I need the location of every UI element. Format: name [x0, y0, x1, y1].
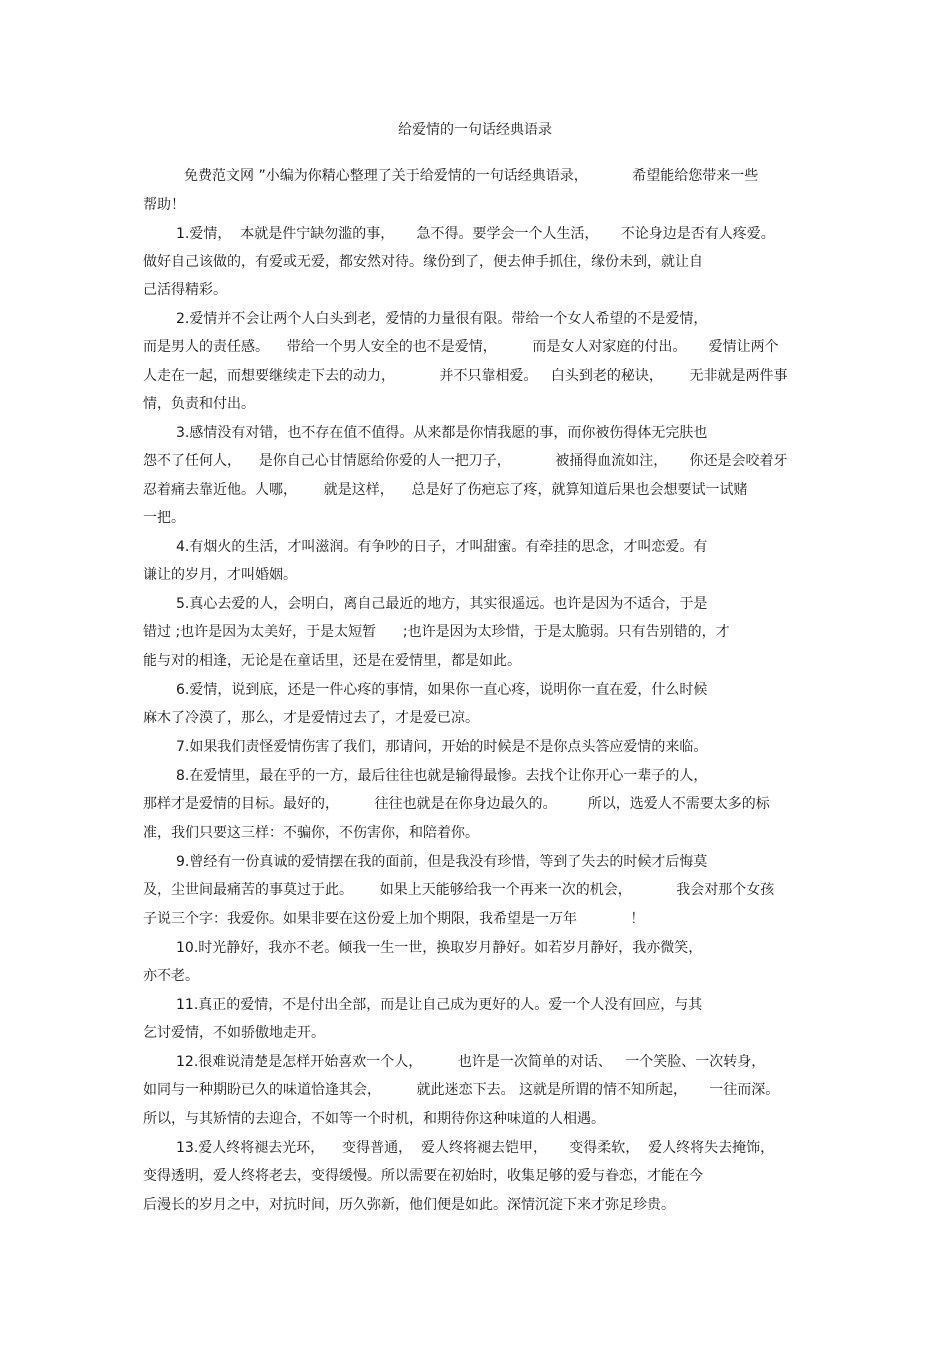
paragraph-5-line-3: 能与对的相逢，无论是在童话里，还是在爱情里，都是如此。: [143, 653, 521, 669]
paragraph-13-line-2: 变得透明，爱人终将老去，变得缓慢。所以需要在初始时，收集足够的爱与眷恋，才能在今: [143, 1168, 703, 1184]
paragraph-9-line-2: 及，尘世间最痛苦的事莫过于此。 如果上天能够给我一个再来一次的机会， 我会对那个女孩: [143, 882, 775, 898]
paragraph-3-line-1: 3.感情没有对错，也不存在值不值得。从来都是你情我愿的事，而你被伤得体无完肤也: [176, 425, 708, 441]
paragraph-11-line-1: 11.真正的爱情，不是付出全部，而是让自己成为更好的人。爱一个人没有回应，与其: [176, 997, 703, 1013]
paragraph-3-line-4: 一把。: [143, 510, 185, 526]
paragraph-2-line-4: 情，负责和付出。: [143, 396, 255, 412]
paragraph-3-line-2: 怨不了任何人， 是你自己心甘情愿给你爱的人一把刀子， 被捅得血流如注， 你还是会咬着牙: [143, 453, 788, 469]
paragraph-2-line-3: 人走在一起，而想要继续走下去的动力， 并不只靠相爱。 白头到老的秘诀， 无非就是两件事: [143, 368, 788, 384]
intro-line-1: 免费范文网 ”小编为你精心整理了关于给爱情的一句话经典语录， 希望能给您带来一些: [184, 168, 759, 184]
paragraph-2-line-1: 2.爱情并不会让两个人白头到老，爱情的力量很有限。带给一个女人希望的不是爱情，: [176, 311, 708, 327]
paragraph-10-line-2: 亦不老。: [143, 968, 199, 984]
document-title: 给爱情的一句话经典语录: [398, 122, 552, 138]
paragraph-2-line-2: 而是男人的责任感。 带给一个男人安全的也不是爱情， 而是女人对家庭的付出。 爱情让两个: [143, 339, 779, 355]
intro-line-2: 帮助！: [143, 197, 185, 213]
paragraph-5-line-1: 5.真心去爱的人，会明白，离自己最近的地方，其实很遥远。也许是因为不适合，于是: [176, 596, 708, 612]
paragraph-13-line-3: 后漫长的岁月之中，对抗时间，历久弥新，他们便是如此。深情沉淀下来才弥足珍贵。: [143, 1197, 675, 1213]
paragraph-12-line-3: 所以，与其矫情的去迎合，不如等一个时机，和期待你这种味道的人相遇。: [143, 1111, 605, 1127]
paragraph-10-line-1: 10.时光静好，我亦不老。倾我一生一世，换取岁月静好。如若岁月静好，我亦微笑，: [176, 940, 703, 956]
paragraph-4-line-1: 4.有烟火的生活，才叫滋润。有争吵的日子，才叫甜蜜。有牵挂的思念，才叫恋爱。有: [176, 539, 708, 555]
paragraph-5-line-2: 错过 ;也许是因为太美好，于是太短暂 ;也许是因为太珍惜，于是太脆弱。只有告别错的，才: [143, 624, 730, 640]
paragraph-6-line-2: 麻木了冷漠了，那么，才是爱情过去了，才是爱已凉。: [143, 710, 479, 726]
paragraph-8-line-3: 准，我们只要这三样：不骗你，不伤害你，和陪着你。: [143, 825, 479, 841]
paragraph-9-line-1: 9.曾经有一份真诚的爱情摆在我的面前，但是我没有珍惜，等到了失去的时候才后悔莫: [176, 854, 708, 870]
paragraph-11-line-2: 乞讨爱情，不如骄傲地走开。: [143, 1025, 325, 1041]
paragraph-12-line-2: 如同与一种期盼已久的味道恰逢其会， 就此迷恋下去。 这就是所谓的情不知所起， 一往而深。: [143, 1082, 780, 1098]
paragraph-1-line-2: 做好自己该做的，有爱或无爱，都安然对待。缘份到了，便去伸手抓住，缘份未到，就让自: [143, 254, 703, 270]
paragraph-3-line-3: 忍着痛去靠近他。人哪， 就是这样， 总是好了伤疤忘了疼，就算知道后果也会想要试一试赌: [143, 482, 748, 498]
paragraph-6-line-1: 6.爱情，说到底，还是一件心疼的事情，如果你一直心疼，说明你一直在爱，什么时候: [176, 682, 708, 698]
paragraph-1-line-1: 1.爱情， 本就是件宁缺勿滥的事， 急不得。要学会一个人生活， 不论身边是否有人疼爱。: [176, 226, 775, 242]
paragraph-13-line-1: 13.爱人终将褪去光环， 变得普通， 爱人终将褪去铠甲， 变得柔软， 爱人终将失去掩饰，: [176, 1140, 775, 1156]
paragraph-8-line-1: 8.在爱情里，最在乎的一方，最后往往也就是输得最惨。去找个让你开心一辈子的人，: [176, 768, 708, 784]
paragraph-7-line-1: 7.如果我们责怪爱情伤害了我们，那请问，开始的时候是不是你点头答应爱情的来临。: [176, 739, 708, 755]
paragraph-8-line-2: 那样才是爱情的目标。最好的， 往往也就是在你身边最久的。 所以，选爱人不需要太多的标: [143, 796, 770, 812]
paragraph-1-line-3: 己活得精彩。: [143, 282, 227, 298]
paragraph-4-line-2: 谦让的岁月，才叫婚姻。: [143, 567, 297, 583]
paragraph-12-line-1: 12.很难说清楚是怎样开始喜欢一个人， 也许是一次简单的对话、 一个笑脸、一次转身，: [176, 1054, 766, 1070]
paragraph-9-line-3: 子说三个字：我爱你。如果非要在这份爱上加个期限，我希望是一万年 ！: [143, 911, 645, 927]
